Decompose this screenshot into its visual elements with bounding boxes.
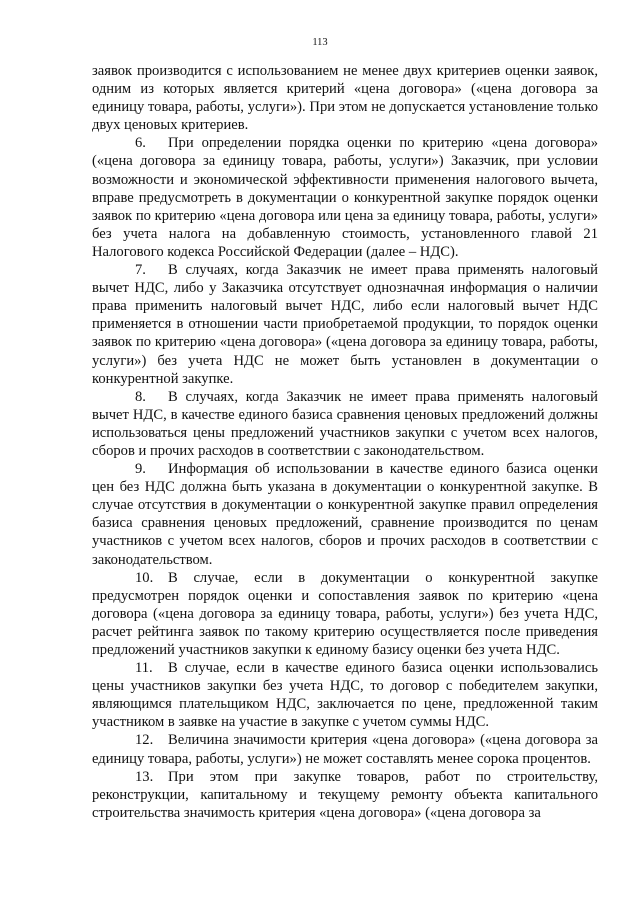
paragraph-11 — [92, 659, 598, 731]
paragraph-text: В случаях, когда Заказчик не имеет права применять налоговый вычет НДС, либо у Заказчика отсутствует однозначная информация о наличии права применить налоговый вычет НДС, либо если налоговый вычет НДС применяется в отношении части приобретаемой продукции, то порядок оценки заявок по критерию «цена договора» («цена договора за единицу товара, работы, услуги») без учета НДС не может быть установлен в документации о конкурентной закупке. — [92, 262, 598, 387]
paragraph-number: 11. — [135, 660, 153, 677]
document-body — [92, 62, 598, 822]
paragraph-6 — [92, 134, 598, 261]
paragraph-text: В случае, если в документации о конкурентной закупке предусмотрен порядок оценки и сопоставления заявок по критерию «цена договора («цена договора за единицу товара, работы, услуги») без учета НДС, расчет рейтинга заявок по такому критерию осуществляется после приведения предложений участников закупки к единому базису оценки без учета НДС. — [92, 569, 598, 658]
paragraph-number: 10. — [135, 569, 154, 586]
lead-paragraph: заявок производится с использованием не менее двух критериев оценки заявок, одним из которых является критерий «цена договора» («цена договора за единицу товара, работы, услуги»). При этом не допускается установление только двух ценовых критериев. — [92, 63, 598, 134]
paragraph-number: 9. — [135, 461, 146, 478]
paragraph-9 — [92, 460, 598, 569]
page-number: 113 — [312, 37, 328, 48]
paragraph-12 — [92, 731, 598, 767]
paragraph-text: В случае, если в качестве единого базиса оценки использовались цены участников закупки без учета НДС, то договор с победителем закупки, являющимся плательщиком НДС, заключается по цене, предложенной таким участником в заявке на участие в закупке с учетом суммы НДС. — [92, 660, 598, 731]
paragraph-number: 12. — [135, 732, 154, 749]
paragraph-text: При этом при закупке товаров, работ по строительству, реконструкции, капитальному и текущему ремонту объекта капитального строительства значимость критерия «цена договора» («цена договора за — [92, 768, 598, 821]
paragraph-number: 13. — [135, 768, 154, 785]
paragraph-number: 8. — [135, 388, 146, 405]
paragraph-13 — [92, 768, 598, 822]
paragraph-text: В случаях, когда Заказчик не имеет права применять налоговый вычет НДС, в качестве единого базиса сравнения ценовых предложений должны использоваться цены предложений участников закупки с учетом всех налогов, сборов и прочих расходов в соответствии с законодательством. — [92, 388, 598, 459]
paragraph-10 — [92, 569, 598, 659]
paragraph-number: 6. — [135, 135, 146, 152]
paragraph-text: При определении порядка оценки по критерию «цена договора» («цена договора за единицу товара, работы, услуги») Заказчик, при условии возможности и экономической эффективности применения налогового вычета, вправе предусмотреть в документации о конкурентной закупке порядок оценки заявок по критерию «цена договора или цена за единицу товара, работы, услуги» без учета налога на добавленную стоимость, установленного главой 21 Налогового кодекса Российской Федерации (далее – НДС). — [92, 135, 598, 260]
paragraph-number: 7. — [135, 262, 146, 279]
paragraph-8 — [92, 388, 598, 460]
paragraph-7 — [92, 261, 598, 388]
paragraph-text: Величина значимости критерия «цена договора» («цена договора за единицу товара, работы, услуги») не может составлять менее сорока процентов. — [92, 732, 598, 767]
paragraph-text: Информация об использовании в качестве единого базиса оценки цен без НДС должна быть указана в документации о конкурентной закупке. В случае отсутствия в документации о конкурентной закупке правил определения базиса сравнения ценовых предложений, сравнение производится по ценам участников с учетом всех налогов, сборов и прочих расходов в соответствии с законодательством. — [92, 461, 598, 568]
